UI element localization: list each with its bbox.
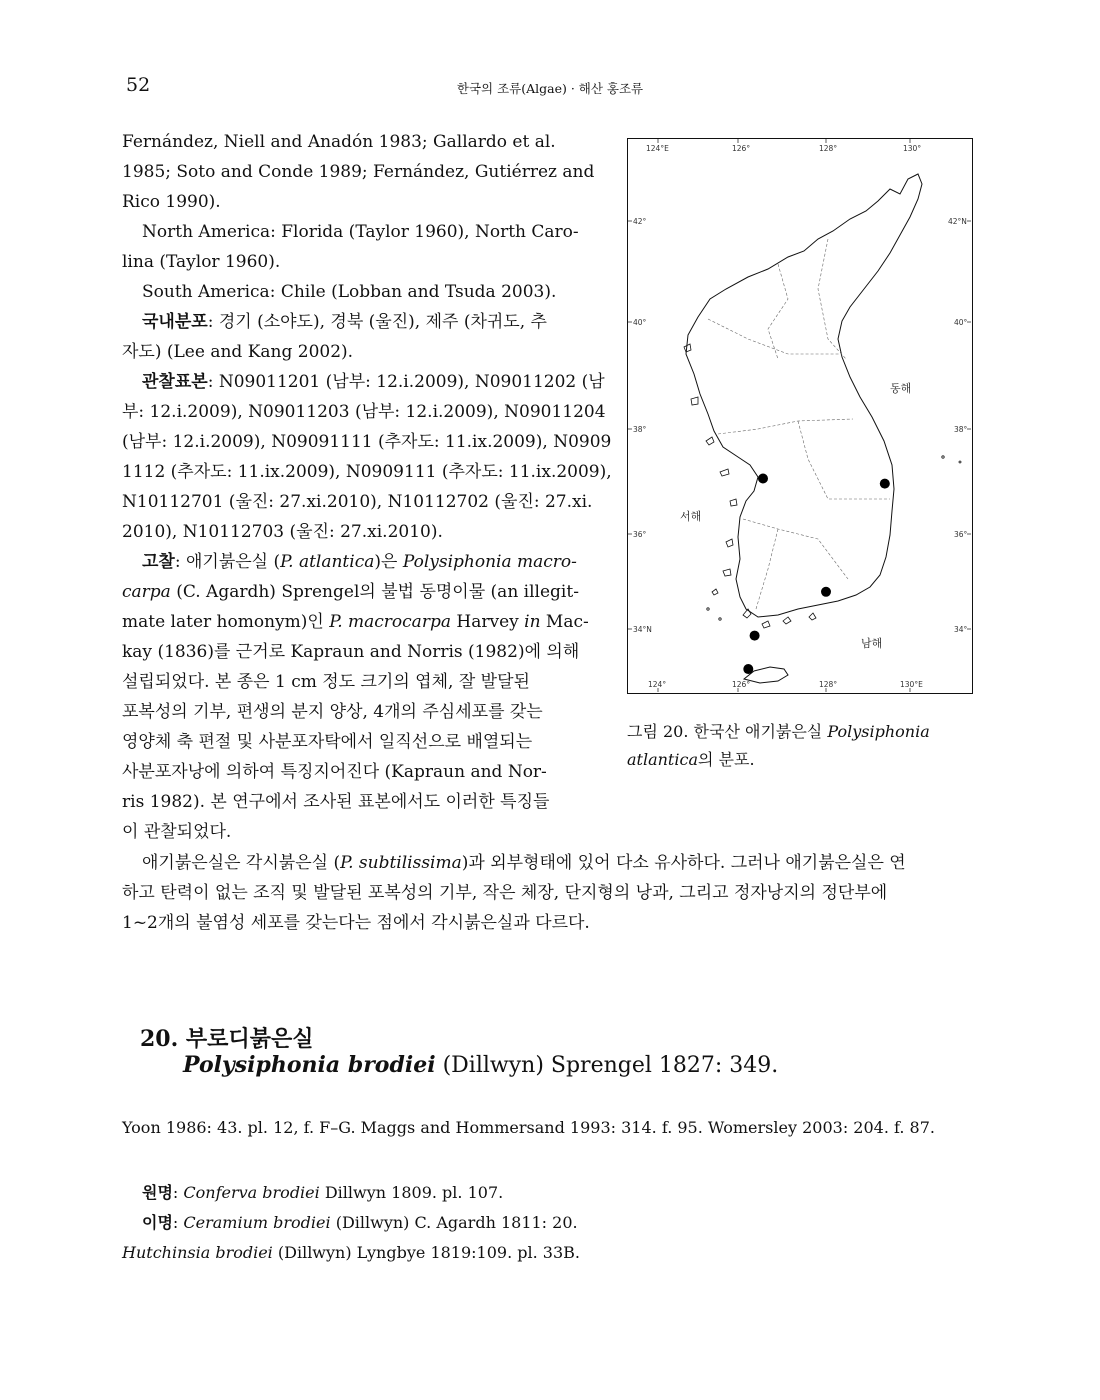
italic-run: Polysiphonia brodiei [183,1052,436,1078]
sea-label-south: 남해 [861,637,883,650]
italic-run: Ceramium brodiei [183,1213,331,1232]
italic-run: Conferva brodiei [183,1183,320,1202]
tick-label: 128° [819,144,838,153]
italic-run: P. subtilissima [340,853,462,873]
section-label: 국내분포 [142,312,208,332]
tick-label: 126° [732,680,751,689]
record-dot [758,474,768,484]
text-line: 이 관찰되었다. [122,822,232,842]
references: Yoon 1986: 43. pl. 12, f. F–G. Maggs and Hommersand 1993: 314. f. 95. Womersley 2003: 204. f. 87. [122,1118,935,1137]
text-line: 부: 12.i.2009), N09011203 (남부: 12.i.2009), N09011204 [122,402,606,422]
basionym-line [122,1178,580,1208]
text-run: : N09011201 (남부: 12.i.2009), N09011202 (남 [207,372,605,392]
text-run: : [172,1183,184,1202]
text-run: (C. Agardh) Sprengel의 불법 동명이물 (an illegit- [170,582,579,602]
species-heading: 20. 부로디붉은실 [140,1026,314,1052]
sea-label-east: 동해 [890,382,912,395]
tick-label: 128° [819,680,838,689]
text-line: ris 1982). 본 연구에서 조사된 표본에서도 이러한 특징들 [122,792,550,812]
islands [684,344,961,628]
italic-run: P. macrocarpa [329,612,451,632]
tick-label: 124° [648,680,667,689]
text-line: 2010), N10112703 (울진: 27.xi.2010). [122,522,443,542]
tick-label: 34°N [633,625,652,634]
section-label: 관찰표본 [142,372,208,392]
species-name [183,1052,778,1078]
tick-label: 42°N [948,217,967,226]
italic-run: Polysiphonia [827,722,930,741]
text-line: North America: Florida (Taylor 1960), North Caro- [142,222,579,242]
text-line: 1112 (추자도: 11.ix.2009), N0909111 (추자도: 11.ix.2009), [122,462,612,482]
text-line: 1985; Soto and Conde 1989; Fernández, Gutiérrez and [122,162,595,182]
text-run: Dillwyn 1809. pl. 107. [319,1183,504,1202]
italic-run: P. atlantica [280,552,375,572]
italic-run: Hutchinsia brodiei [122,1243,273,1262]
text-line: (남부: 12.i.2009), N09091111 (추자도: 11.ix.2009), N0909 [122,432,612,452]
text-run: Mac- [540,612,589,632]
tick-label: 40° [633,318,647,327]
text-line [122,577,590,607]
tick-label: 40° [954,318,968,327]
record-dot [743,664,753,674]
text-run: (Dillwyn) Lyngbye 1819:109. pl. 33B. [272,1243,580,1262]
text-line: 설립되었다. 본 종은 1 cm 정도 크기의 엽체, 잘 발달된 [122,672,530,692]
text-run: Harvey [450,612,525,632]
text-run: : [172,1213,184,1232]
italic-run: carpa [122,582,171,602]
tick-label: 130° [903,144,922,153]
text-line: 하고 탄력이 없는 조직 및 발달된 포복성의 기부, 작은 체장, 단지형의 낭과, 그리고 정자낭지의 정단부에 [122,883,888,903]
text-run: mate later homonym)인 [122,612,330,632]
running-header: 한국의 조류(Algae) · 해산 홍조류 [456,81,644,96]
section-label: 원명 [142,1183,173,1202]
tick-label: 42° [633,217,647,226]
text-line: 자도) (Lee and Kang 2002). [122,342,354,362]
text-line: 사분포자낭에 의하여 특징지어진다 (Kapraun and Nor- [122,762,547,782]
italic-run: atlantica [627,750,698,769]
caption-line [627,718,975,746]
tick-label: 34° [954,625,968,634]
tick-label: 38° [954,425,968,434]
page-number: 52 [126,74,151,96]
text-line: 1~2개의 불염성 세포를 갖는다는 점에서 각시붉은실과 다르다. [122,913,590,933]
distribution-continued [122,127,612,847]
text-run: 의 분포. [697,750,755,769]
tick-label: 130°E [900,680,923,689]
text-run: 애기붉은실은 각시붉은실 ( [142,853,341,873]
text-run: )은 [374,552,403,572]
text-line: kay (1836)를 근거로 Kapraun and Norris (1982)에 의해 [122,642,580,662]
synonym-line [122,1238,580,1268]
record-dot [880,479,890,489]
text-line: 영양체 축 편절 및 사분포자탁에서 일직선으로 배열되는 [122,732,533,752]
text-run: )과 외부형태에 있어 다소 유사하다. 그러나 애기붉은실은 연 [461,853,906,873]
caption-line [627,746,975,774]
tick-label: 124°E [646,144,669,153]
tick-label: 36° [633,530,647,539]
province-borders [708,239,890,609]
text-line: N10112701 (울진: 27.xi.2010), N10112702 (울진: 27.xi. [122,492,593,512]
distribution-map [627,138,973,694]
figure-caption [627,718,975,774]
remarks [122,547,590,577]
text-line: Rico 1990). [122,192,221,212]
sea-label-west: 서해 [680,510,702,523]
text-line [122,848,974,878]
section-label: 이명 [142,1213,173,1232]
text-line: Fernández, Niell and Anadón 1983; Gallardo et al. [122,132,556,152]
comparison-paragraph [122,848,974,938]
text-run: 그림 20. 한국산 애기붉은실 [627,722,828,741]
text-line: 포복성의 기부, 편생의 분지 양상, 4개의 주심세포를 갖는 [122,702,543,722]
synonym-line [122,1208,580,1238]
text-line: South America: Chile (Lobban and Tsuda 2003). [142,282,557,302]
italic-run: in [524,612,541,632]
tick-label: 36° [954,530,968,539]
domestic-distribution [122,307,590,337]
record-dot [821,587,831,597]
text-run: : 경기 (소야도), 경북 (울진), 제주 (차귀도, 추 [207,312,547,332]
record-dot [750,631,760,641]
text-line: lina (Taylor 1960). [122,252,281,272]
tick-label: 126° [732,144,751,153]
specimens [122,367,605,397]
text-run: : 애기붉은실 ( [174,552,281,572]
korea-map [628,139,971,692]
text-run: (Dillwyn) C. Agardh 1811: 20. [330,1213,578,1232]
italic-run: Polysiphonia macro- [402,552,577,572]
section-label: 고찰 [142,552,175,572]
tick-label: 38° [633,425,647,434]
coastline [686,174,922,617]
text-line [122,607,590,637]
synonyms [122,1178,580,1268]
text-run: (Dillwyn) Sprengel 1827: 349. [435,1053,779,1078]
